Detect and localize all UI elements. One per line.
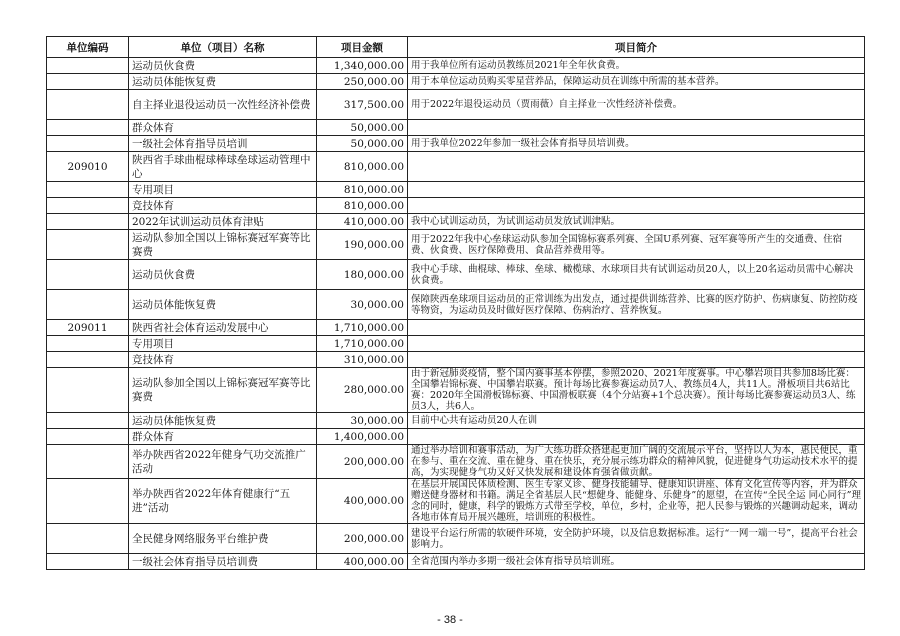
table-row: [47, 479, 865, 524]
cell-amount: 1,400,000.00: [317, 429, 408, 445]
cell-amount: 1,340,000.00: [317, 58, 408, 74]
cell-description: 用于2022年我中心垒球运动队参加全国锦标赛系列赛、全国U系列赛、冠军赛等所产生的交通费、住宿费、伙食费、医疗保障费用、食品营养费用等。: [408, 230, 865, 260]
cell-unit-code: [47, 136, 129, 152]
table-row: [47, 320, 865, 336]
table-row: [47, 136, 865, 152]
cell-unit-code: [47, 260, 129, 290]
cell-project-name: 群众体育: [129, 429, 317, 445]
cell-unit-code: 209011: [47, 320, 129, 336]
cell-project-name: 举办陕西省2022年体育健康行“五进”活动: [129, 479, 317, 524]
cell-amount: 1,710,000.00: [317, 336, 408, 352]
cell-description: [408, 198, 865, 214]
cell-amount: 50,000.00: [317, 120, 408, 136]
cell-project-name: 陕西省社会体育运动发展中心: [129, 320, 317, 336]
cell-unit-code: [47, 58, 129, 74]
budget-table: [46, 36, 865, 570]
cell-project-name: 2022年试训运动员体育津贴: [129, 214, 317, 230]
cell-unit-code: [47, 290, 129, 320]
cell-unit-code: [47, 524, 129, 554]
cell-description: 用于我单位所有运动员教练员2021年全年伙食费。: [408, 58, 865, 74]
cell-description: 目前中心共有运动员20人在训: [408, 413, 865, 429]
cell-amount: 410,000.00: [317, 214, 408, 230]
cell-project-name: 一级社会体育指导员培训费: [129, 554, 317, 570]
cell-unit-code: [47, 413, 129, 429]
cell-amount: 200,000.00: [317, 524, 408, 554]
header-amount: 项目金额: [317, 37, 408, 58]
table-row: [47, 214, 865, 230]
cell-description: 通过举办培训和赛事活动，为广大练功群众搭建起更加广阔的交流展示平台，坚持以人为本，惠民便民，重在参与、重在交流、重在健身、重在快乐，充分展示练功群众的精神风貌，促进健身气功运动技术水平的提高，为实现健身气功又好又快发展和建设体育强省做贡献。: [408, 445, 865, 479]
table-row: [47, 290, 865, 320]
cell-unit-code: 209010: [47, 152, 129, 182]
cell-description: 用于我单位2022年参加一级社会体育指导员培训费。: [408, 136, 865, 152]
table-body: [47, 58, 865, 570]
cell-amount: 200,000.00: [317, 445, 408, 479]
cell-description: [408, 152, 865, 182]
table-row: [47, 429, 865, 445]
cell-project-name: 全民健身网络服务平台维护费: [129, 524, 317, 554]
cell-amount: 190,000.00: [317, 230, 408, 260]
cell-project-name: 运动员伙食费: [129, 260, 317, 290]
cell-amount: 400,000.00: [317, 554, 408, 570]
cell-description: 全省范围内举办多期一级社会体育指导员培训班。: [408, 554, 865, 570]
cell-description: 我中心手球、曲棍球、棒球、垒球、橄榄球、水球项目共有试训运动员20人，以上20名运动员需中心解决伙食费。: [408, 260, 865, 290]
cell-amount: 400,000.00: [317, 479, 408, 524]
cell-unit-code: [47, 90, 129, 120]
cell-unit-code: [47, 230, 129, 260]
cell-amount: 30,000.00: [317, 413, 408, 429]
table-row: [47, 90, 865, 120]
cell-unit-code: [47, 120, 129, 136]
cell-description: 用于本单位运动员购买零星营养品，保障运动员在训练中所需的基本营养。: [408, 74, 865, 90]
table-row: [47, 260, 865, 290]
cell-description: [408, 336, 865, 352]
header-description: 项目简介: [408, 37, 865, 58]
cell-project-name: 自主择业退役运动员一次性经济补偿费: [129, 90, 317, 120]
table-row: [47, 182, 865, 198]
cell-unit-code: [47, 182, 129, 198]
cell-unit-code: [47, 368, 129, 413]
cell-amount: 50,000.00: [317, 136, 408, 152]
header-unit-code: 单位编码: [47, 37, 129, 58]
cell-amount: 280,000.00: [317, 368, 408, 413]
cell-description: 由于新冠肺炎疫情，整个国内赛事基本停摆，参照2020、2021年度赛事。中心攀岩项目共参加8场比赛：全国攀岩锦标赛、中国攀岩联赛。预计每场比赛参赛运动员7人、教练员4人，共11人。滑板项目共6站比赛：2020年全国滑板锦标赛、中国滑板联赛（4个分站赛+1个总决赛）。预计每场比赛参赛运动员3人、练员3人，共6人。: [408, 368, 865, 413]
cell-project-name: 运动员体能恢复费: [129, 413, 317, 429]
cell-project-name: 专用项目: [129, 336, 317, 352]
table-row: [47, 524, 865, 554]
cell-unit-code: [47, 214, 129, 230]
table-row: [47, 198, 865, 214]
cell-unit-code: [47, 352, 129, 368]
cell-description: [408, 352, 865, 368]
table-row: [47, 336, 865, 352]
cell-description: [408, 429, 865, 445]
cell-amount: 1,710,000.00: [317, 320, 408, 336]
cell-project-name: 运动队参加全国以上锦标赛冠军赛等比赛费: [129, 368, 317, 413]
cell-amount: 250,000.00: [317, 74, 408, 90]
cell-unit-code: [47, 554, 129, 570]
header-unit-name: 单位（项目）名称: [129, 37, 317, 58]
page-number: - 38 -: [437, 614, 463, 626]
cell-project-name: 竞技体育: [129, 198, 317, 214]
cell-description: [408, 120, 865, 136]
cell-project-name: 运动队参加全国以上锦标赛冠军赛等比赛费: [129, 230, 317, 260]
cell-project-name: 运动员伙食费: [129, 58, 317, 74]
cell-amount: 810,000.00: [317, 152, 408, 182]
cell-project-name: 一级社会体育指导员培训: [129, 136, 317, 152]
cell-description: 在基层开展国民体质检测、医生专家义诊、健身技能辅导、健康知识讲座、体育文化宣传等内容，并为群众赠送健身器材和书籍。满足全省基层人民“想健身、能健身、乐健身”的愿望，在宣传“全民全运 同心同行”理念的同时，健康，科学的锻炼方式带至学校，单位，乡村，企业等，把人民参与锻炼的兴趣调动起来，调动各地市体育局开展兴趣班，培训班的积极性。: [408, 479, 865, 524]
cell-description: 建设平台运行所需的软硬件环境，安全防护环境，以及信息数据标准。运行“一网一端一号”，提高平台社会影响力。: [408, 524, 865, 554]
cell-description: 我中心试训运动员，为试训运动员发放试训津贴。: [408, 214, 865, 230]
table-row: [47, 445, 865, 479]
cell-unit-code: [47, 336, 129, 352]
table-row: [47, 368, 865, 413]
table-row: [47, 152, 865, 182]
cell-project-name: 运动员体能恢复费: [129, 74, 317, 90]
cell-unit-code: [47, 198, 129, 214]
cell-unit-code: [47, 445, 129, 479]
cell-amount: 317,500.00: [317, 90, 408, 120]
table-row: [47, 74, 865, 90]
cell-amount: 810,000.00: [317, 198, 408, 214]
cell-project-name: 竞技体育: [129, 352, 317, 368]
cell-description: [408, 320, 865, 336]
cell-amount: 310,000.00: [317, 352, 408, 368]
cell-unit-code: [47, 429, 129, 445]
cell-description: [408, 182, 865, 198]
cell-amount: 30,000.00: [317, 290, 408, 320]
table-row: [47, 352, 865, 368]
table-row: [47, 230, 865, 260]
cell-project-name: 举办陕西省2022年健身气功交流推广活动: [129, 445, 317, 479]
table-header-row: [47, 37, 865, 58]
cell-unit-code: [47, 74, 129, 90]
table-row: [47, 554, 865, 570]
cell-project-name: 陕西省手球曲棍球棒球垒球运动管理中心: [129, 152, 317, 182]
cell-project-name: 运动员体能恢复费: [129, 290, 317, 320]
cell-project-name: 群众体育: [129, 120, 317, 136]
cell-description: 保障陕西垒球项目运动员的正常训练为出发点，通过提供训练营养、比赛的医疗防护、伤病康复、防控防疫等物资，为运动员及时做好医疗保障、伤病治疗、营养恢复。: [408, 290, 865, 320]
cell-amount: 810,000.00: [317, 182, 408, 198]
cell-unit-code: [47, 479, 129, 524]
table-row: [47, 120, 865, 136]
cell-description: 用于2022年退役运动员（贾雨薇）自主择业一次性经济补偿费。: [408, 90, 865, 120]
cell-amount: 180,000.00: [317, 260, 408, 290]
table-row: [47, 413, 865, 429]
cell-project-name: 专用项目: [129, 182, 317, 198]
table-row: [47, 58, 865, 74]
